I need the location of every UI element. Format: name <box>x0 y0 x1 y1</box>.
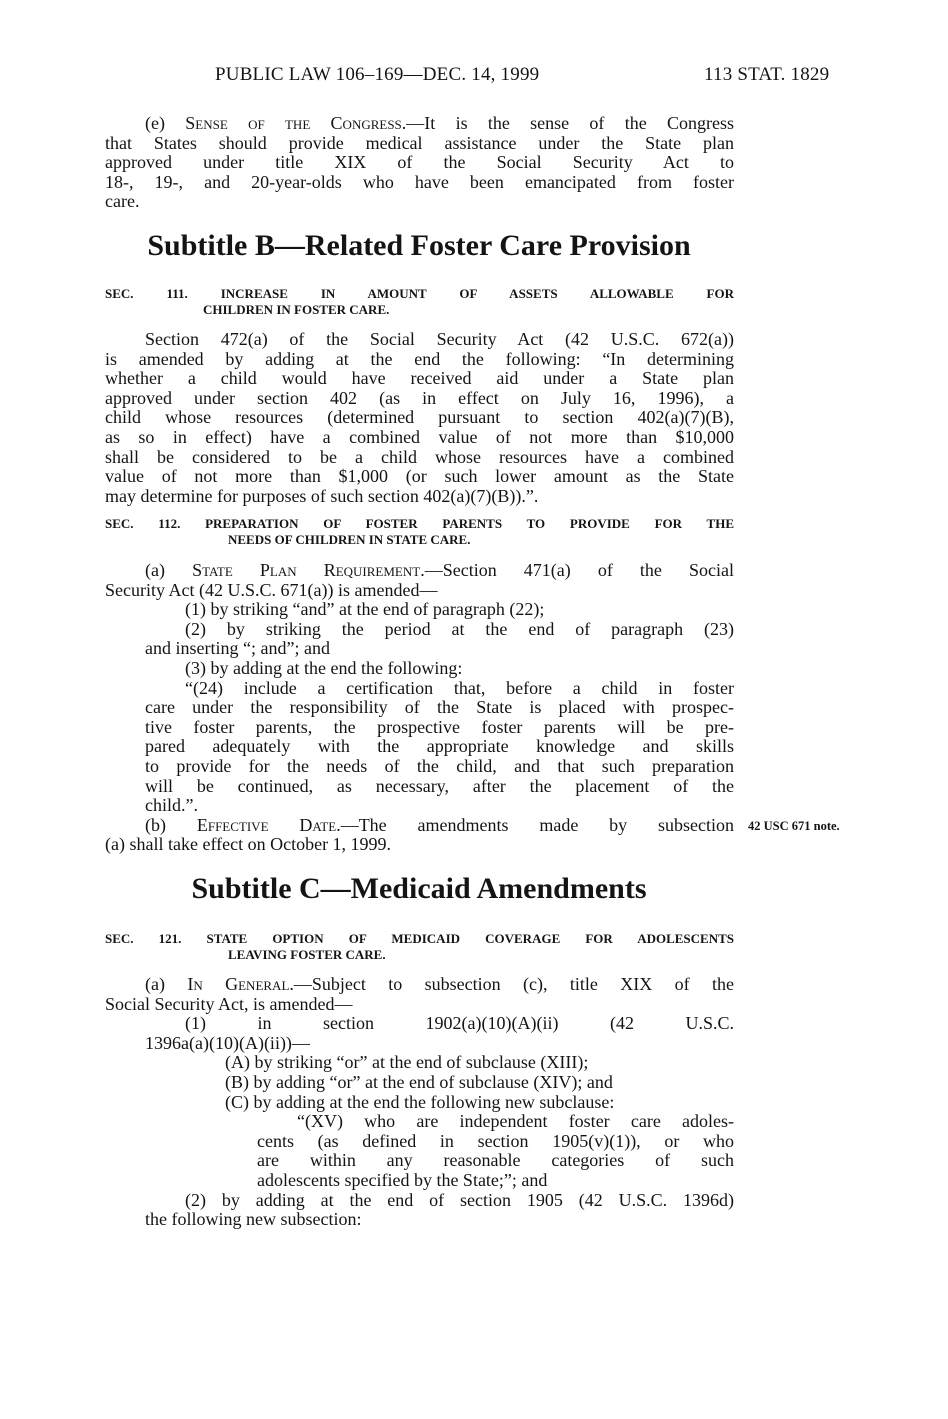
sec-111-line: Section 472(a) of the Social Security Act (42 U.S.C. 672(a)) <box>145 329 734 349</box>
sec-112-item-1: (1) by striking “and” at the end of paragraph (22); <box>185 599 545 620</box>
subtitle-b-heading: Subtitle B—Related Foster Care Provision <box>147 229 691 262</box>
sec-111-line: as so in effect) have a combined value of not more than $10,000 <box>105 426 734 447</box>
para-e-line: 18-, 19-, and 20-year-olds who have been emancipated from foster <box>105 171 734 192</box>
sec-121-body <box>105 975 734 1230</box>
sec-121-quote-line: adolescents specified by the State;”; and <box>257 1169 548 1190</box>
sec-112-a-line-1: (a) State Plan Requirement.—Section 471(a) of the Social <box>145 560 734 580</box>
sec-112-item-2-line-1: (2) by striking the period at the end of paragraph (23) <box>185 618 734 639</box>
subtitle-c-heading: Subtitle C—Medicaid Amendments <box>191 872 647 905</box>
sec-121-sub-a: (A) by striking “or” at the end of subclause (XIII); <box>225 1052 589 1073</box>
para-e-line: care. <box>105 191 140 212</box>
sec-111-line: may determine for purposes of such section 402(a)(7)(B)).”. <box>105 485 539 506</box>
running-header-law: PUBLIC LAW 106–169—DEC. 14, 1999 <box>215 64 540 85</box>
running-header-stat: 113 STAT. 1829 <box>704 64 830 85</box>
sec-112-quote-line: pared adequately with the appropriate knowledge and skills <box>145 736 734 757</box>
sec-121-item-2-line-2: the following new subsection: <box>145 1209 362 1230</box>
sec-111-heading-line-2: CHILDREN IN FOSTER CARE. <box>203 302 390 317</box>
sec-112-quote-line: “(24) include a certification that, before a child in foster <box>185 677 734 698</box>
sec-112-b-line-2: (a) shall take effect on October 1, 1999. <box>105 834 392 855</box>
sec-121-a-line-2: Social Security Act, is amended— <box>105 993 353 1014</box>
sec-111-heading <box>105 286 734 318</box>
sec-111-line: whether a child would have received aid under a State plan <box>105 368 734 389</box>
sec-121-quote-line: are within any reasonable categories of such <box>257 1150 734 1171</box>
sec-111-body <box>105 330 734 506</box>
sec-121-item-1-line-2: 1396a(a)(10)(A)(ii))— <box>145 1032 310 1053</box>
sec-112-heading-line-2: NEEDS OF CHILDREN IN STATE CARE. <box>228 532 471 547</box>
sec-112-quote-line: child.”. <box>145 795 198 816</box>
sec-121-quote-line: “(XV) who are independent foster care adoles- <box>297 1111 734 1132</box>
sec-121-quote-line: cents (as defined in section 1905(v)(1)), or who <box>257 1130 734 1151</box>
sec-112-quote-line: will be continued, as necessary, after the placement of the <box>145 775 734 796</box>
margin-note-usc: 42 USC 671 note. <box>748 819 840 833</box>
sec-111-heading-line-1: SEC. 111. INCREASE IN AMOUNT OF ASSETS ALLOWABLE FOR <box>105 286 734 301</box>
sec-121-item-1-line-1: (1) in section 1902(a)(10)(A)(ii) (42 U.S.C. <box>185 1013 734 1034</box>
sec-112-b-line-1: (b) Effective Date.—The amendments made by subsection <box>145 814 734 835</box>
sec-112-item-2-line-2: and inserting “; and”; and <box>145 638 330 659</box>
sec-112-quote-line: to provide for the needs of the child, and that such preparation <box>145 755 734 776</box>
sec-111-line: approved under section 402 (as in effect on July 16, 1996), a <box>105 387 734 408</box>
para-e-line: that States should provide medical assistance under the State plan <box>105 132 734 153</box>
sec-112-quote-line: care under the responsibility of the State is placed with prospec- <box>145 697 734 718</box>
sec-111-line: is amended by adding at the end the following: “In determining <box>105 348 734 369</box>
sec-112-quote-line: tive foster parents, the prospective foster parents will be pre- <box>145 716 734 737</box>
sec-121-item-2-line-1: (2) by adding at the end of section 1905 (42 U.S.C. 1396d) <box>185 1189 734 1210</box>
sec-112-heading-line-1: SEC. 112. PREPARATION OF FOSTER PARENTS TO PROVIDE FOR THE <box>105 516 734 531</box>
sec-121-heading <box>105 931 734 963</box>
para-e-line: approved under title XIX of the Social Security Act to <box>105 152 734 173</box>
sec-111-line: shall be considered to be a child whose resources have a combined <box>105 446 734 467</box>
sec-112-a-line-2: Security Act (42 U.S.C. 671(a)) is amended— <box>105 579 438 600</box>
sec-121-heading-line-2: LEAVING FOSTER CARE. <box>228 947 386 962</box>
para-e-line-1: (e) Sense of the Congress.—It is the sense of the Congress <box>145 113 734 133</box>
sec-111-line: value of not more than $1,000 (or such lower amount as the State <box>105 466 734 487</box>
sense-of-congress-paragraph <box>105 114 734 212</box>
sec-111-line: child whose resources (determined pursuant to section 402(a)(7)(B), <box>105 407 734 428</box>
sec-121-heading-line-1: SEC. 121. STATE OPTION OF MEDICAID COVERAGE FOR ADOLESCENTS <box>105 931 734 946</box>
sec-112-item-3: (3) by adding at the end the following: <box>185 657 463 678</box>
sec-112-heading <box>105 516 734 548</box>
sec-121-a-line-1: (a) In General.—Subject to subsection (c), title XIX of the <box>145 974 734 994</box>
sec-112-body <box>105 561 734 855</box>
sec-121-sub-b: (B) by adding “or” at the end of subclause (XIV); and <box>225 1071 613 1092</box>
sec-121-sub-c: (C) by adding at the end the following new subclause: <box>225 1091 615 1112</box>
